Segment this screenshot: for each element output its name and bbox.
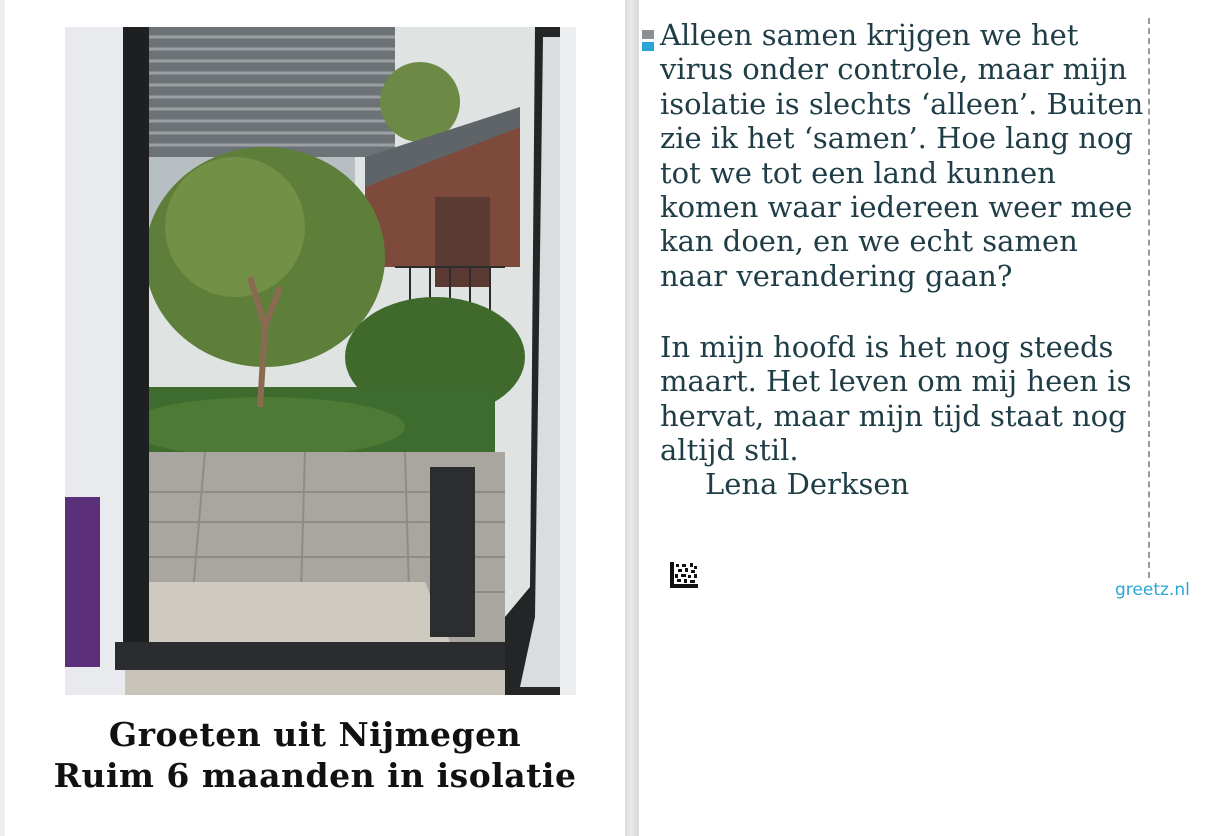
message-line: In mijn hoofd is het nog steeds (660, 330, 1114, 364)
message-line: naar verandering gaan? (660, 258, 1013, 293)
message-paragraph-2 (660, 330, 1132, 468)
postcard-front (5, 0, 625, 836)
message-paragraph-1 (660, 18, 1144, 293)
message-line: zie ik het ‘samen’. Hoe lang nog (660, 121, 1133, 156)
message-line: isolatie is slechts ‘alleen’. Buiten (660, 86, 1144, 121)
address-divider (1148, 18, 1150, 578)
message-line: Alleen samen krijgen we het (660, 18, 1079, 52)
message-line: altijd stil. (660, 433, 799, 468)
brand-logo: greetz.nl (1115, 580, 1190, 600)
message-line: maart. Het leven om mij heen is (660, 364, 1132, 399)
postcard-back (639, 0, 1222, 836)
caption-line-1: Groeten uit Nijmegen (108, 715, 522, 754)
message-line: komen waar iedereen weer mee (660, 189, 1133, 224)
message-line: virus onder controle, maar mijn (660, 52, 1128, 87)
qr-code-icon (670, 562, 698, 588)
color-marker-icon (642, 30, 654, 52)
caption-line-2: Ruim 6 maanden in isolatie (53, 756, 577, 795)
message-line: tot we tot een land kunnen (660, 155, 1056, 190)
message-line: kan doen, en we echt samen (660, 224, 1078, 259)
signature: Lena Derksen (705, 467, 910, 501)
card-divider (625, 0, 639, 836)
message-line: hervat, maar mijn tijd staat nog (660, 398, 1127, 433)
garden-door-photo (65, 27, 576, 695)
